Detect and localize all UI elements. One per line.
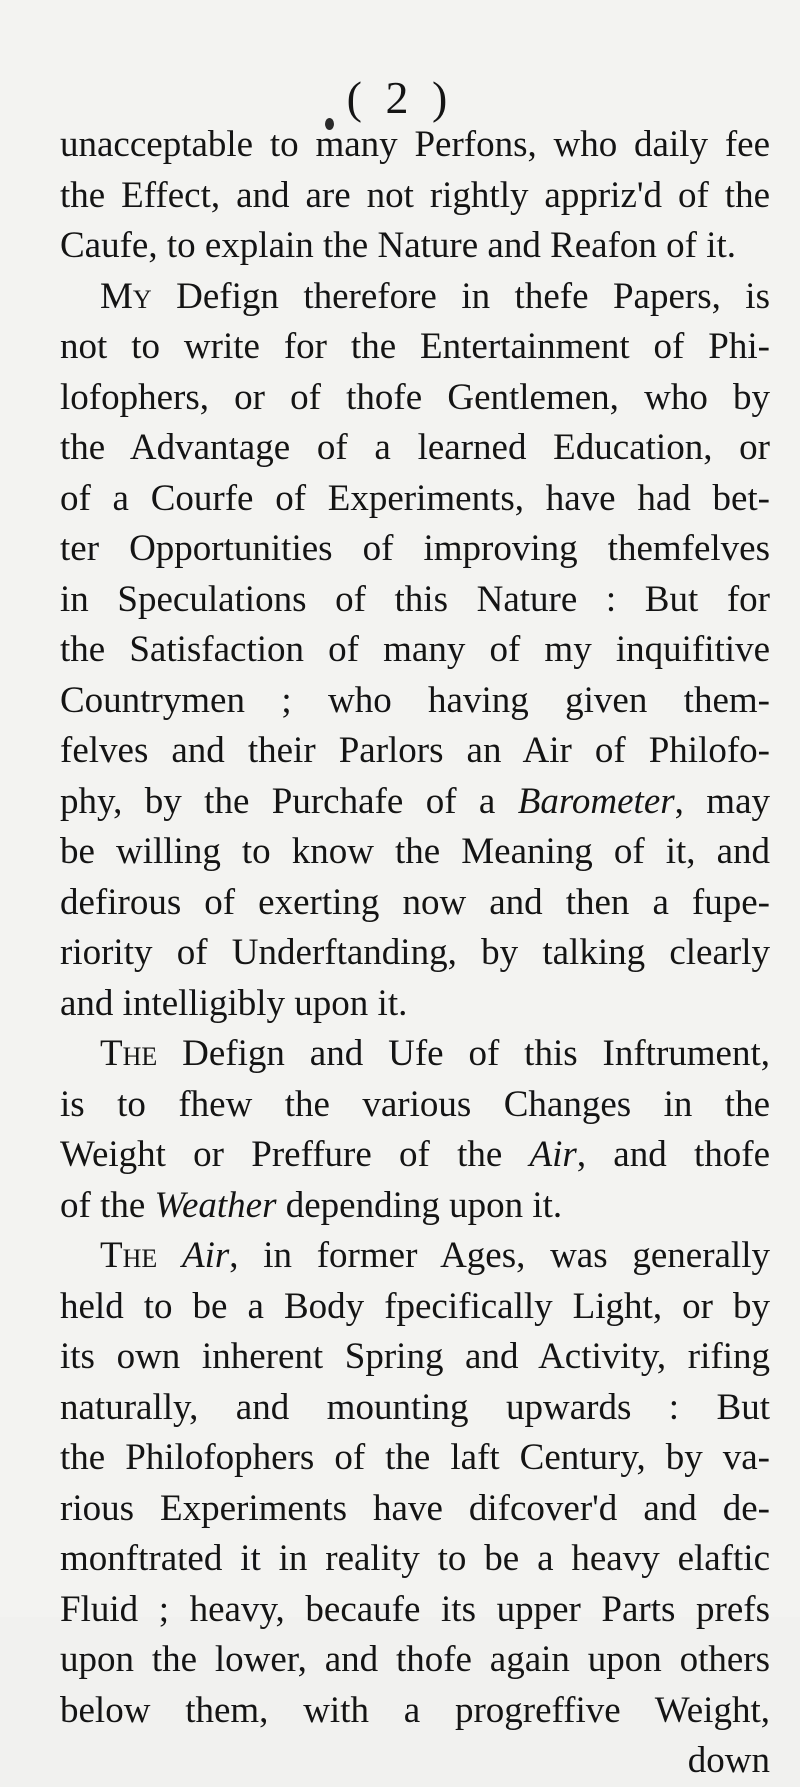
text-line: the Satisfaction of many of my inquifitive (60, 629, 770, 670)
text-line: defirous of exerting now and then a fupe- (60, 881, 770, 923)
paragraph-lead-word: The (100, 1033, 158, 1074)
paragraph-start (60, 272, 770, 323)
text-line: Fluid ; heavy, becaufe its upper Parts prefs (60, 1588, 770, 1630)
text-run (157, 1235, 182, 1276)
text-line: the Philofophers of the laft Century, by va- (60, 1437, 770, 1478)
text-line: felves and their Parlors an Air of Philofo- (60, 730, 770, 771)
text-line: riority of Underftanding, by talking clearly (60, 932, 770, 973)
text-line: monftrated it in reality to be a heavy elaftic (60, 1538, 770, 1579)
text-line: lofophers, or of thofe Gentlemen, who by (60, 376, 770, 418)
text-line: held to be a Body fpecifically Light, or by (60, 1285, 770, 1327)
italic-term: Weather (154, 1184, 277, 1226)
paragraph-lead-word: The (100, 1235, 158, 1276)
text-line: of a Courfe of Experiments, have had bet- (60, 477, 770, 519)
text-line (60, 1130, 770, 1181)
paragraph-start (60, 1029, 770, 1080)
text-line: in Speculations of this Nature : But for (60, 578, 770, 620)
text-line: Countrymen ; who having given them- (60, 679, 770, 721)
body-text (60, 120, 770, 1787)
text-run: depending upon it. (276, 1184, 563, 1226)
text-run: of the (60, 1184, 155, 1226)
text-line: ter Opportunities of improving themfelves (60, 528, 770, 569)
italic-term: Air (181, 1235, 230, 1276)
text-line: not to write for the Entertainment of Phi- (60, 326, 770, 367)
text-line: is to fhew the various Changes in the (60, 1083, 770, 1125)
text-run: Weight or Preffure of the (60, 1134, 530, 1175)
text-line: Caufe, to explain the Nature and Reafon of it. (60, 225, 737, 266)
text-line: unacceptable to many Perfons, who daily fee (60, 124, 770, 165)
text-line: the Advantage of a learned Education, or (60, 427, 770, 468)
text-run: , may (674, 780, 771, 822)
text-line: be willing to know the Meaning of it, and (60, 831, 770, 872)
text-line: upon the lower, and thofe again upon others (60, 1639, 770, 1680)
text-line: and intelligibly upon it. (60, 982, 408, 1024)
text-line: the Effect, and are not rightly appriz'd of the (60, 174, 770, 216)
text-line (60, 777, 770, 828)
text-line: rious Experiments have difcover'd and de- (60, 1487, 770, 1529)
paragraph-lead-word: My (100, 275, 152, 317)
text-line: below them, with a progreffive Weight, (60, 1689, 770, 1731)
text-line (60, 1181, 770, 1232)
italic-term: Air (529, 1134, 577, 1175)
text-line: naturally, and mounting upwards : But (60, 1386, 770, 1428)
text-run: , and thofe (576, 1134, 770, 1175)
text-line: its own inherent Spring and Activity, rifing (60, 1336, 770, 1377)
catchword: down (687, 1740, 770, 1781)
text-run: Defign and Ufe of this Inftrument, (157, 1033, 770, 1074)
page-number: ( 2 ) (346, 72, 454, 123)
text-run: phy, by the Purchafe of a (60, 780, 518, 822)
paragraph-start (60, 1231, 770, 1282)
text-run: , in former Ages, was generally (229, 1235, 770, 1276)
text-run: Defign therefore in thefe Papers, is (151, 275, 770, 317)
italic-term: Barometer (517, 780, 675, 822)
